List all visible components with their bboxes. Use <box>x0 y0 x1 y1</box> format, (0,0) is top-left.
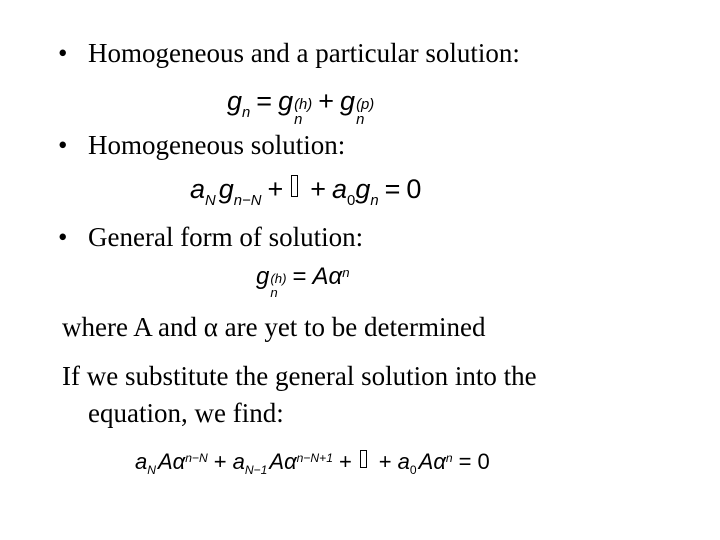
eq3-A: A <box>312 263 329 290</box>
eq2-a0: a <box>332 174 348 204</box>
eq1-term1-sub: n <box>294 112 303 129</box>
eq2-g2-sub: n <box>370 192 379 209</box>
bullet-text-3: General form of solution: <box>88 222 364 252</box>
eq3-equals: = <box>292 263 307 290</box>
eq4-sup2: n−N+1 <box>296 451 333 466</box>
eq2-g2: g <box>355 174 371 204</box>
eq2-g: g <box>218 174 234 204</box>
substitute-line: If we substitute the general solution into the <box>62 361 537 391</box>
eq2-a0-sub: 0 <box>347 192 356 209</box>
eq2-equals: = <box>384 174 401 204</box>
equation-particular <box>227 86 374 130</box>
eq2-a-sub: N <box>205 192 216 209</box>
eq3-g: g <box>256 263 270 290</box>
eq1-lhs: g <box>227 86 243 116</box>
eq3-g-sub: n <box>270 284 278 300</box>
eq2-rhs: 0 <box>406 174 422 204</box>
eq1-term2-scripts <box>356 98 374 129</box>
eq4-plus1: + <box>213 449 227 474</box>
eq2-g-sub: n−N <box>233 192 262 209</box>
equation-general-form <box>256 263 350 301</box>
eq2-plus2: + <box>310 174 327 204</box>
eq4-A2: A <box>269 449 285 474</box>
equation-substituted <box>135 449 490 478</box>
bullet-dot: • <box>58 38 68 68</box>
eq1-term1-scripts <box>294 98 312 129</box>
eq4-a0-sub: 0 <box>409 463 417 478</box>
eq4-a-sub: N <box>147 463 156 478</box>
eq3-alpha: α <box>328 263 343 290</box>
bullet-item-2 <box>58 130 345 161</box>
eq1-equals: = <box>256 86 273 116</box>
eq1-lhs-sub: n <box>242 104 251 121</box>
eq4-A3: A <box>418 449 434 474</box>
eq1-term2-sup: (p) <box>356 96 375 113</box>
eq4-alpha: α <box>172 449 186 474</box>
equation-line: equation, we find: <box>88 398 284 428</box>
eq4-a: a <box>135 449 148 474</box>
placeholder-box <box>291 175 298 197</box>
eq3-g-scripts <box>270 272 286 300</box>
eq1-term2-sub: n <box>356 112 365 129</box>
bullet-item-1 <box>58 38 520 69</box>
eq3-g-sup: (h) <box>270 270 287 286</box>
placeholder-box <box>360 450 367 468</box>
eq4-plus2: + <box>338 449 352 474</box>
eq4-a0: a <box>397 449 410 474</box>
eq4-a2: a <box>232 449 245 474</box>
bullet-dot: • <box>58 130 68 160</box>
eq4-a2-sub: N−1 <box>244 463 268 478</box>
equation-homogeneous <box>190 174 422 209</box>
eq3-alpha-sup: n <box>342 264 350 280</box>
eq4-A: A <box>157 449 173 474</box>
bullet-text-1: Homogeneous and a particular solution: <box>88 38 520 68</box>
eq2-plus1: + <box>267 174 284 204</box>
eq4-equals: = <box>458 449 472 474</box>
eq4-alpha2: α <box>284 449 297 474</box>
bullet-item-3 <box>58 222 363 253</box>
where-line: where A and α are yet to be determined <box>62 312 486 342</box>
eq4-plus3: + <box>378 449 392 474</box>
eq1-plus: + <box>318 86 335 116</box>
eq4-sup3: n <box>445 451 453 466</box>
eq4-rhs: 0 <box>477 449 490 474</box>
eq4-sup1: n−N <box>185 451 208 466</box>
eq1-term1-sup: (h) <box>294 96 313 113</box>
eq2-a: a <box>190 174 206 204</box>
bullet-dot: • <box>58 222 68 252</box>
eq1-term1: g <box>278 86 294 116</box>
eq4-alpha3: α <box>433 449 446 474</box>
bullet-text-2: Homogeneous solution: <box>88 130 346 160</box>
eq1-term2: g <box>340 86 356 116</box>
